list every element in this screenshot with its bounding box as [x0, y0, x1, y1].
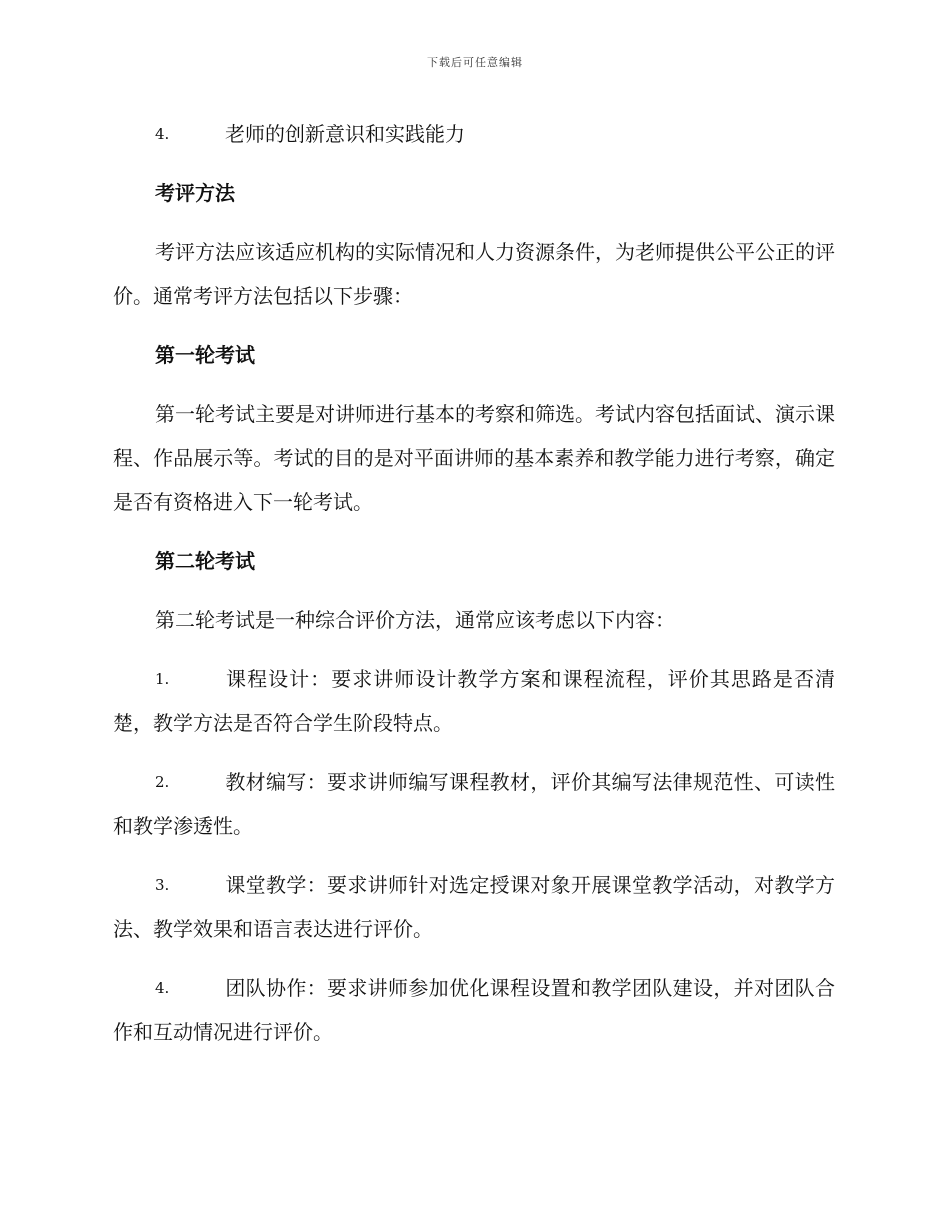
- list-item-text: 老师的创新意识和实践能力: [225, 122, 465, 146]
- list-item: [113, 966, 835, 1054]
- list-item-text: 团队协作：要求讲师参加优化课程设置和教学团队建设，并对团队合作和互动情况进行评价。: [113, 976, 835, 1044]
- list-item-text: 课程设计：要求讲师设计教学方案和课程流程，评价其思路是否清楚，教学方法是否符合学生阶段特点。: [113, 667, 835, 735]
- list-item-text: 课堂教学：要求讲师针对选定授课对象开展课堂教学活动，对教学方法、教学效果和语言表达进行评价。: [113, 873, 835, 941]
- list-item-number: 4.: [155, 125, 170, 143]
- list-item: [113, 112, 835, 156]
- list-item-number: 4.: [155, 979, 170, 997]
- document-body: [113, 112, 835, 1069]
- section-heading-evaluation-method: 考评方法: [155, 181, 235, 205]
- paragraph: 第二轮考试是一种综合评价方法，通常应该考虑以下内容：: [155, 608, 675, 632]
- list-item: [113, 863, 835, 951]
- list-item-text: 教材编写：要求讲师编写课程教材，评价其编写法律规范性、可读性和教学渗透性。: [113, 770, 835, 838]
- list-item-number: 1.: [155, 670, 170, 688]
- section-heading-first-round: 第一轮考试: [155, 343, 255, 367]
- page-header: 下载后可任意编辑: [427, 56, 523, 69]
- paragraph: 第一轮考试主要是对讲师进行基本的考察和筛选。考试内容包括面试、演示课程、作品展示等。考试的目的是对平面讲师的基本素养和教学能力进行考察，确定是否有资格进入下一轮考试。: [113, 402, 835, 514]
- list-item-number: 3.: [155, 876, 170, 894]
- paragraph: 考评方法应该适应机构的实际情况和人力资源条件，为老师提供公平公正的评价。通常考评方法包括以下步骤：: [113, 240, 835, 308]
- section-heading-second-round: 第二轮考试: [155, 549, 255, 573]
- list-item: [113, 657, 835, 745]
- list-item: [113, 760, 835, 848]
- list-item-number: 2.: [155, 773, 170, 791]
